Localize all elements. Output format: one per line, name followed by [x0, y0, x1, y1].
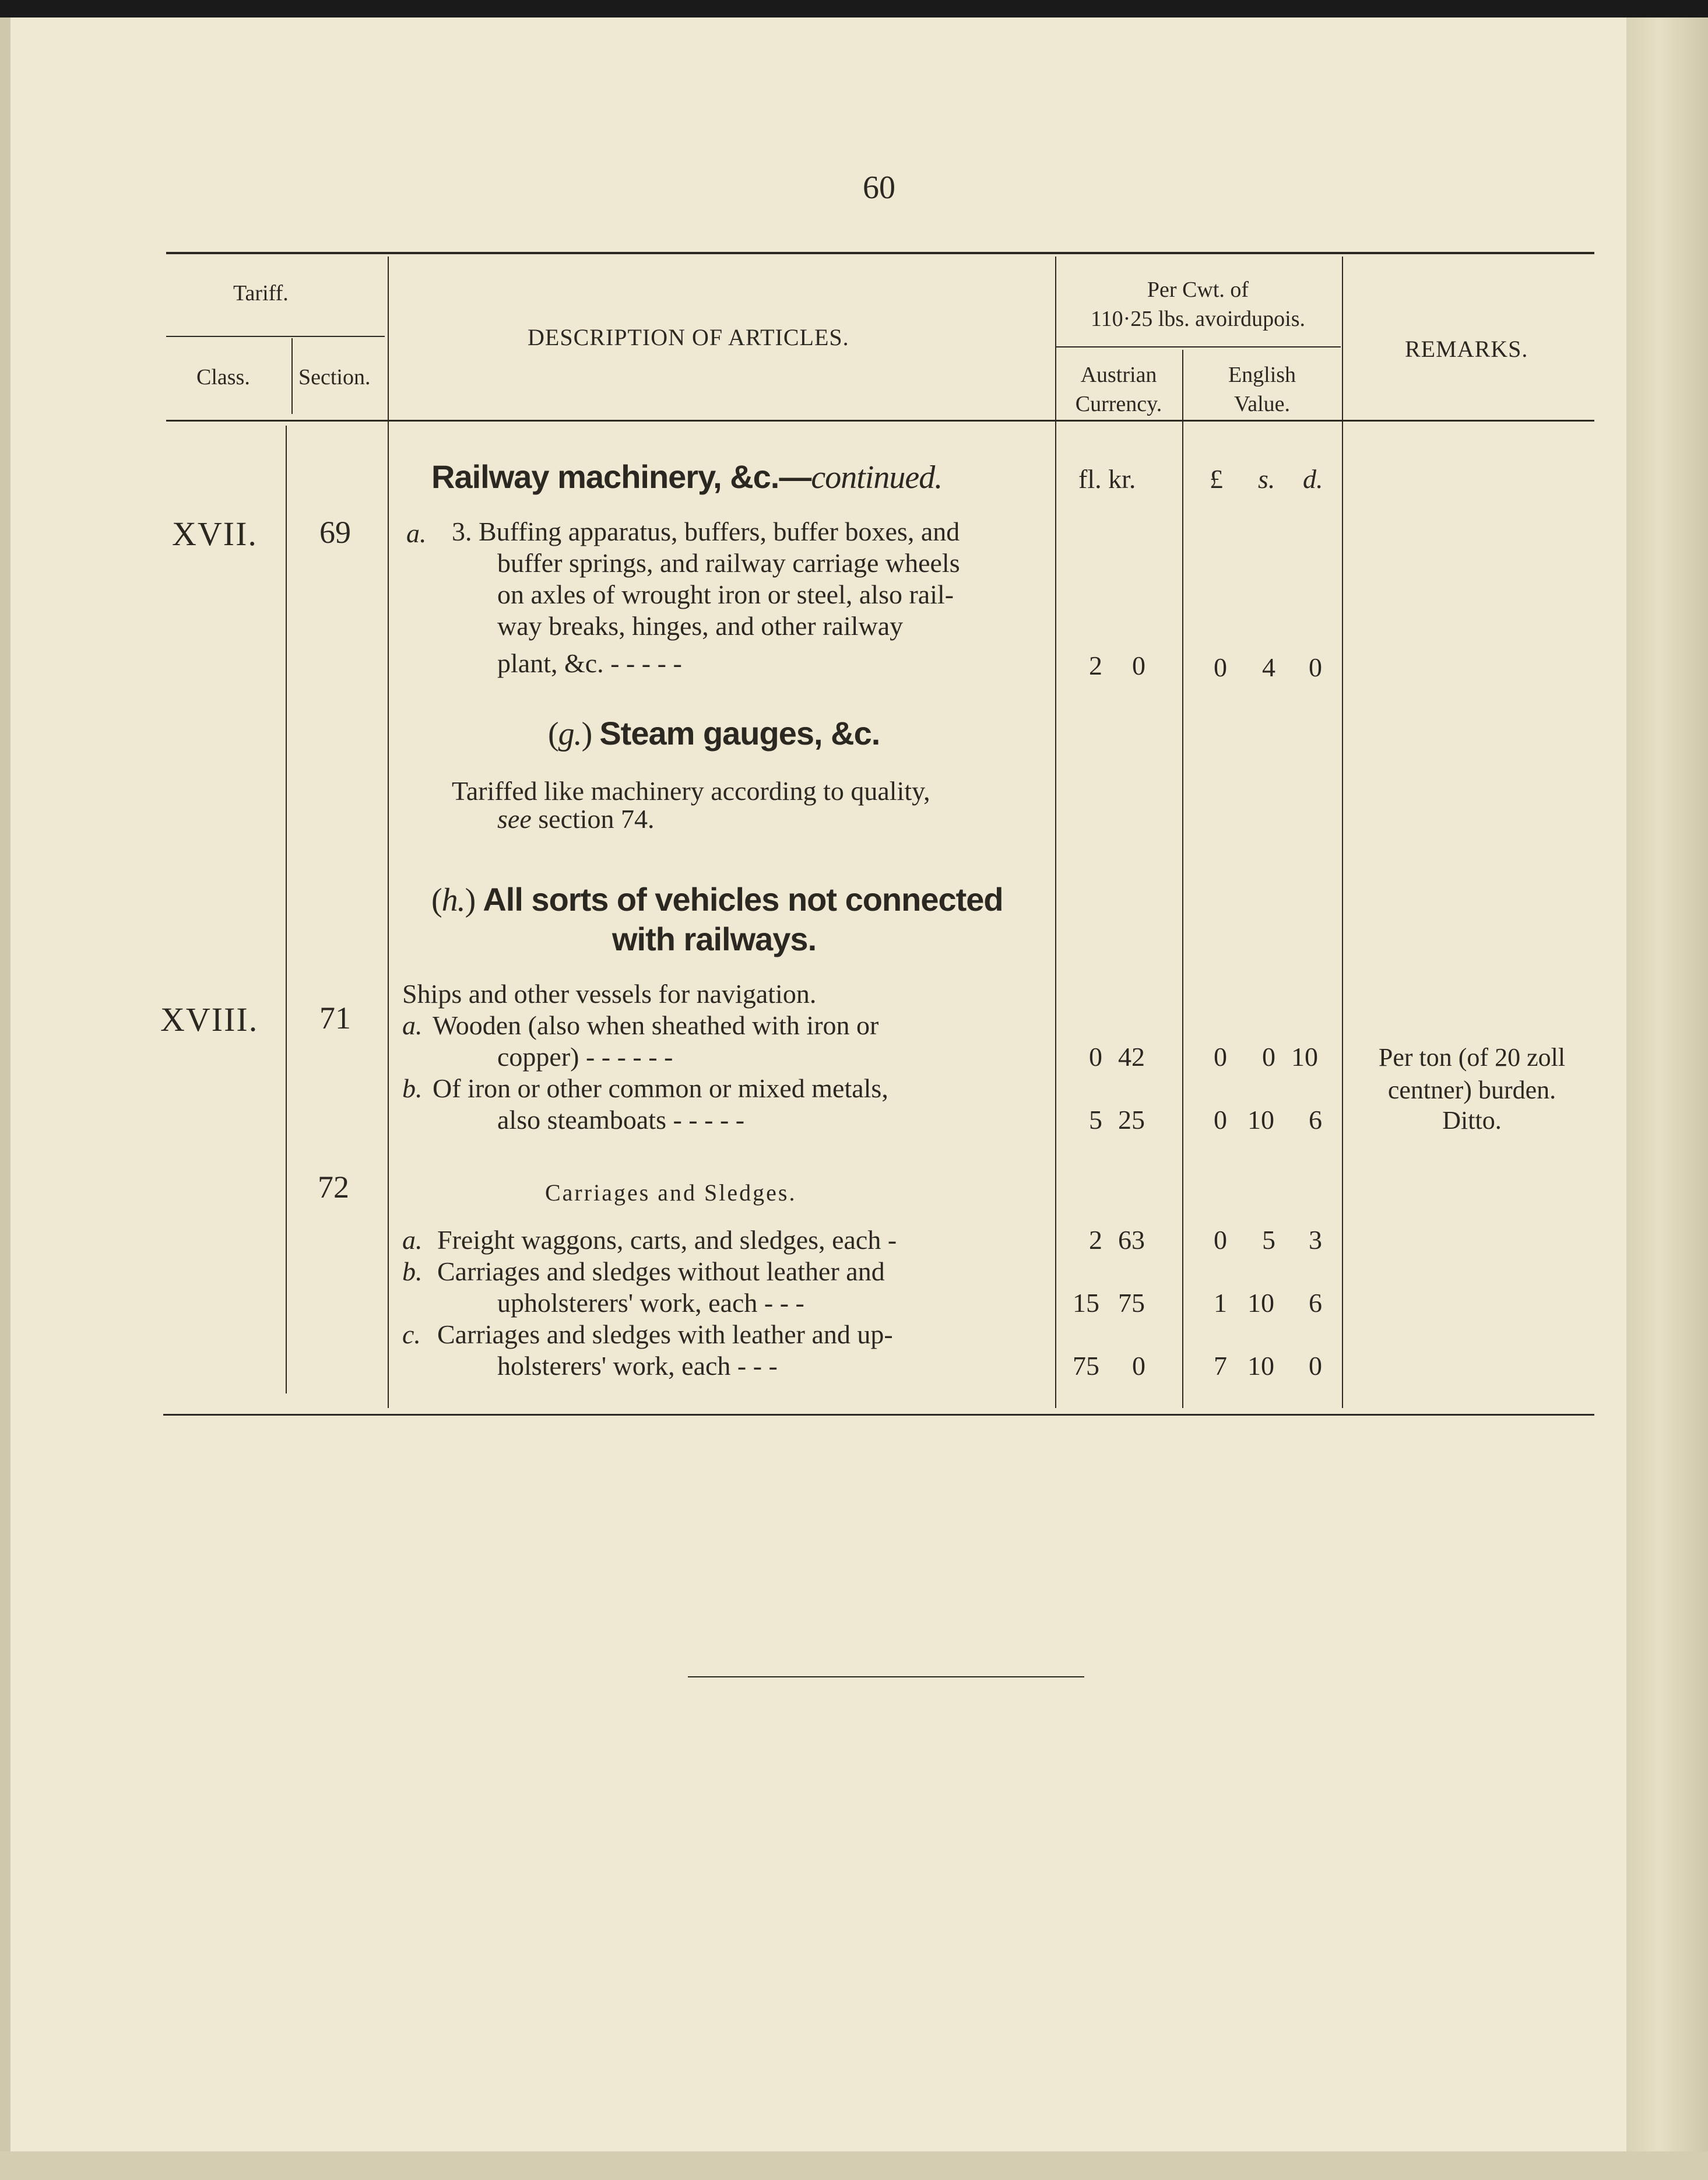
header-tariff: Tariff.: [233, 281, 289, 306]
railway-s: 4: [1262, 652, 1275, 682]
description-left-rule: [388, 257, 389, 1408]
section-72: 72: [318, 1170, 349, 1205]
carriages-b-s: 10: [1247, 1288, 1274, 1318]
section-71: 71: [319, 1001, 351, 1035]
section-69: 69: [319, 515, 351, 550]
carriages-c-l: 7: [1214, 1351, 1227, 1381]
vehicles-intro: Ships and other vessels for navigation.: [402, 979, 817, 1009]
carriages-c-d: 0: [1309, 1351, 1322, 1381]
carriages-b-d: 6: [1309, 1288, 1322, 1318]
carriages-b-line-2: upholsterers' work, each - - -: [497, 1288, 804, 1318]
steam-line-1: Tariffed like machinery according to quality,: [452, 776, 930, 806]
steam-line-2: see section 74.: [497, 804, 655, 834]
class-section-body-rule: [286, 426, 287, 1393]
remarks-left-rule: [1342, 257, 1343, 1408]
table-top-rule: [166, 252, 1594, 254]
carriages-a-fl: 2: [1089, 1225, 1102, 1255]
carriages-c-fl: 75: [1073, 1351, 1099, 1381]
vehicles-title-2: with railways.: [612, 921, 817, 957]
railway-item-letter: a.: [406, 518, 427, 548]
header-bottom-rule: [166, 420, 1594, 422]
header-per-cwt: Per Cwt. of 110·25 lbs. avoirdupois.: [1090, 278, 1305, 331]
steam-title: (g.) Steam gauges, &c.: [548, 715, 880, 752]
class-xviii: XVIII.: [160, 1001, 259, 1038]
vehicles-a-l: 0: [1214, 1042, 1227, 1072]
vehicles-item-b-line-1: Of iron or other common or mixed metals,: [433, 1073, 888, 1103]
vehicles-a-s: 0: [1262, 1042, 1275, 1072]
vehicles-a-remark: Per ton (of 20 zoll centner) burden.: [1378, 1043, 1566, 1104]
vehicles-a-fl: 0: [1089, 1042, 1102, 1072]
vehicles-b-remark: Ditto.: [1442, 1106, 1502, 1135]
per-cwt-subrule: [1055, 346, 1341, 347]
vehicles-item-a-line-1: Wooden (also when sheathed with iron or: [433, 1010, 879, 1040]
vehicles-b-l: 0: [1214, 1105, 1227, 1135]
carriages-b-fl: 15: [1073, 1288, 1099, 1318]
page-bottom-edge: [0, 2151, 1708, 2180]
header-english: English Value.: [1228, 363, 1296, 416]
carriages-b-kr: 75: [1118, 1288, 1145, 1318]
carriages-a-d: 3: [1309, 1225, 1322, 1255]
austrian-unit: fl. kr.: [1078, 464, 1136, 494]
vehicles-item-a-line-2: copper) - - - - - -: [497, 1042, 673, 1072]
tariff-subrule: [166, 336, 385, 337]
vehicles-b-fl: 5: [1089, 1105, 1102, 1135]
carriages-a-l: 0: [1214, 1225, 1227, 1255]
carriages-c-line-2: holsterers' work, each - - -: [497, 1351, 778, 1381]
page-number: 60: [863, 170, 895, 206]
railway-line-2: buffer springs, and railway carriage wheels: [497, 548, 960, 578]
carriages-a-letter: a.: [402, 1225, 423, 1255]
shilling-unit: s.: [1258, 464, 1275, 494]
carriages-a-line-1: Freight waggons, carts, and sledges, each -: [437, 1225, 897, 1255]
vehicles-item-a-letter: a.: [402, 1010, 423, 1040]
page-edge: [1626, 17, 1708, 2180]
railway-line-4: way breaks, hinges, and other railway: [497, 611, 904, 641]
carriages-c-letter: c.: [402, 1319, 421, 1349]
table-bottom-rule: [163, 1414, 1594, 1416]
class-xvii: XVII.: [172, 515, 258, 553]
vehicles-title-1: (h.) All sorts of vehicles not connected: [431, 881, 1003, 918]
header-remarks: REMARKS.: [1405, 336, 1528, 362]
railway-l: 0: [1214, 652, 1227, 682]
carriages-b-l: 1: [1214, 1288, 1227, 1318]
railway-line-3: on axles of wrought iron or steel, also rail-: [497, 580, 954, 609]
vehicles-b-s: 10: [1247, 1105, 1274, 1135]
carriages-b-letter: b.: [402, 1256, 423, 1286]
english-left-rule: [1182, 350, 1183, 1408]
vehicles-a-kr: 42: [1118, 1042, 1145, 1072]
vehicles-b-kr: 25: [1118, 1105, 1145, 1135]
railway-fl: 2: [1089, 651, 1102, 680]
carriages-a-s: 5: [1262, 1225, 1275, 1255]
vehicles-item-b-letter: b.: [402, 1073, 423, 1103]
carriages-c-line-1: Carriages and sledges with leather and up-: [437, 1319, 893, 1349]
carriages-c-s: 10: [1247, 1351, 1274, 1381]
header-class: Class.: [196, 365, 250, 389]
railway-kr: 0: [1132, 651, 1145, 680]
binding-margin: [0, 17, 10, 2180]
railway-d: 0: [1309, 652, 1322, 682]
header-section: Section.: [298, 365, 371, 389]
carriages-c-kr: 0: [1132, 1351, 1145, 1381]
carriages-title: Carriages and Sledges.: [545, 1179, 797, 1206]
header-description: DESCRIPTION OF ARTICLES.: [528, 324, 849, 350]
class-section-divider: [291, 338, 293, 414]
railway-line-5: plant, &c. - - - - -: [497, 648, 682, 678]
vehicles-item-b-line-2: also steamboats - - - - -: [497, 1105, 745, 1135]
carriages-b-line-1: Carriages and sledges without leather and: [437, 1256, 885, 1286]
carriages-a-kr: 63: [1118, 1225, 1145, 1255]
end-rule: [688, 1676, 1084, 1677]
vehicles-a-d: 10: [1291, 1042, 1318, 1072]
header-austrian: Austrian Currency.: [1075, 363, 1162, 416]
pound-unit: £: [1210, 464, 1223, 494]
pence-unit: d.: [1303, 464, 1323, 494]
austrian-left-rule: [1055, 257, 1056, 1408]
vehicles-b-d: 6: [1309, 1105, 1322, 1135]
railway-title: Railway machinery, &c.—continued.: [431, 458, 943, 496]
railway-line-1: 3. Buffing apparatus, buffers, buffer boxes, and: [452, 517, 960, 546]
